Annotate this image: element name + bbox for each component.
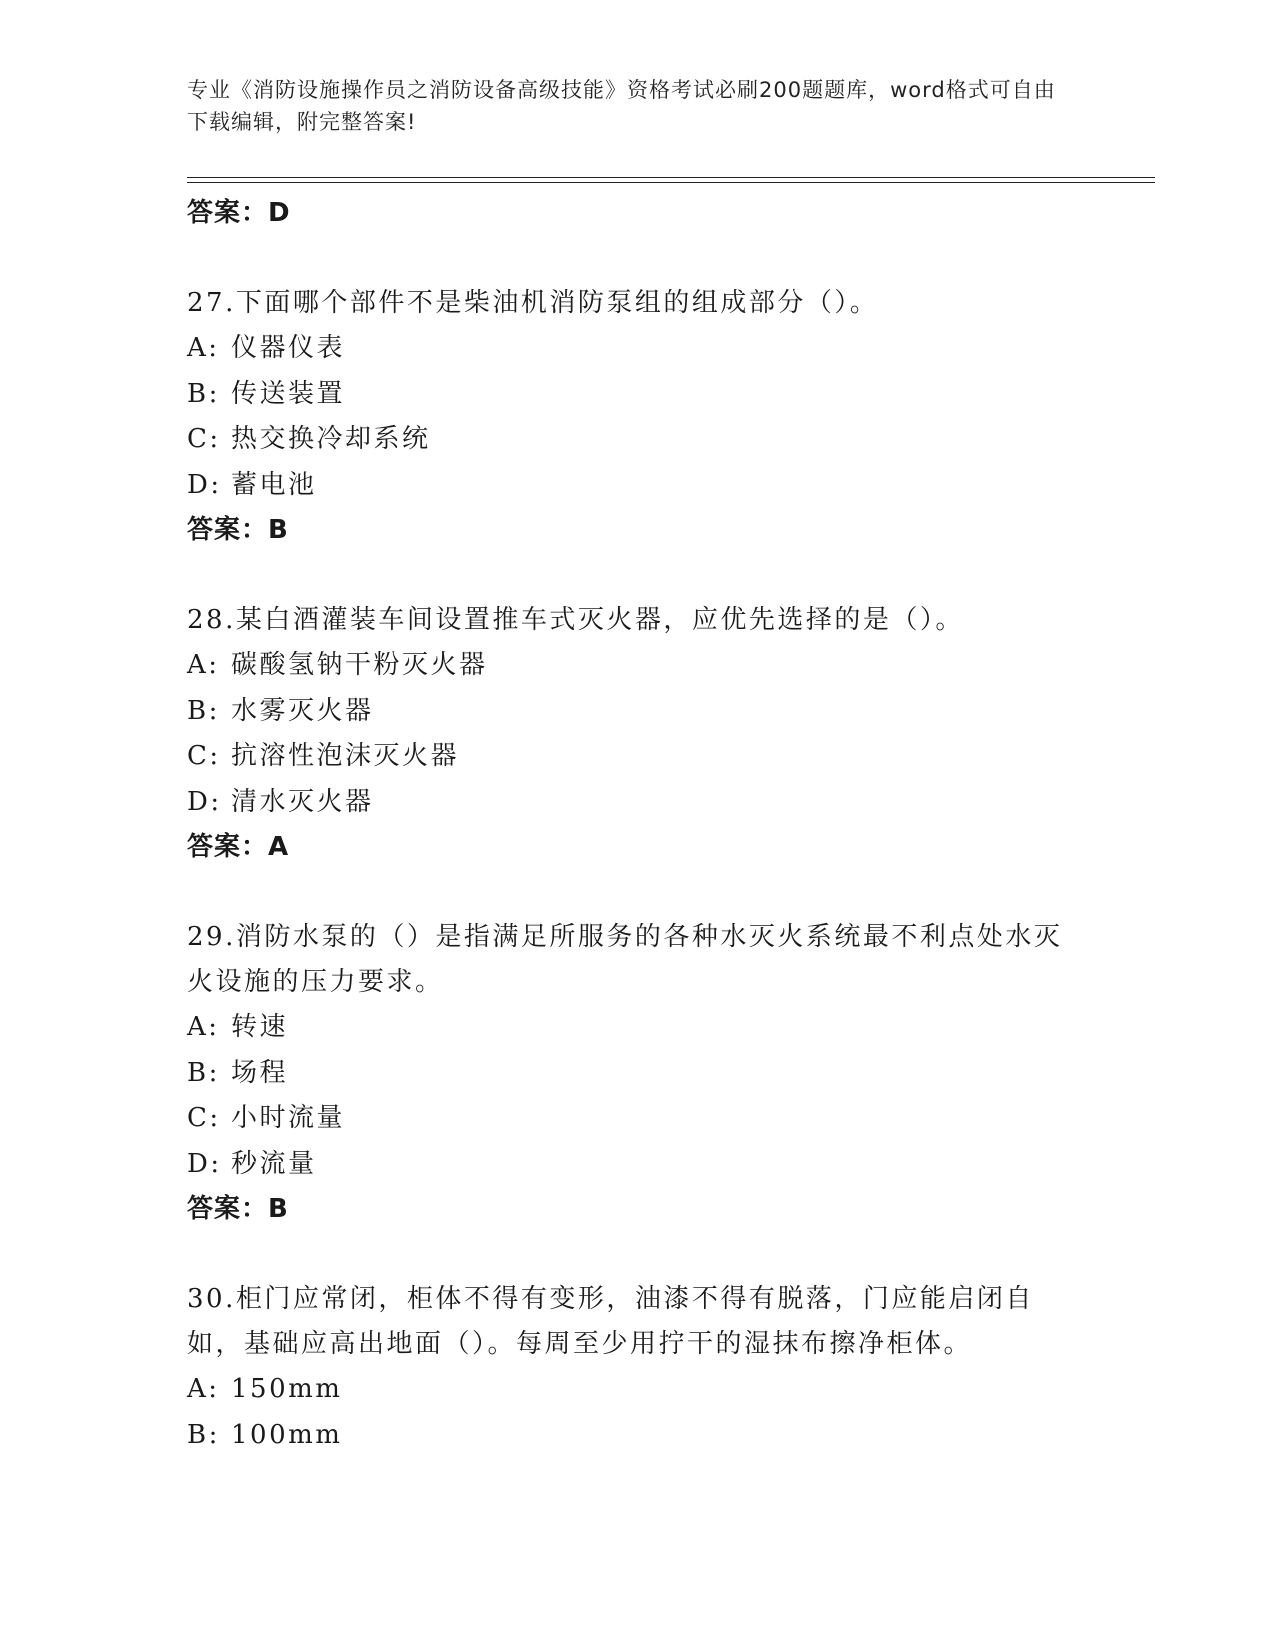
- answer-value: D: [268, 198, 291, 228]
- option-text: 仪器仪表: [231, 333, 346, 363]
- option-key: D:: [187, 469, 222, 500]
- option-text: 热交换冷却系统: [231, 424, 431, 454]
- option-text: 抗溶性泡沫灭火器: [231, 741, 460, 771]
- option-text: 100mm: [231, 1419, 343, 1450]
- option-key: D:: [187, 786, 222, 817]
- answer-option: [187, 689, 1087, 735]
- option-text: 传送装置: [231, 378, 346, 409]
- answer-value: A: [268, 832, 290, 862]
- previous-answer: [187, 191, 1087, 235]
- answer-label: 答案：: [187, 1194, 269, 1224]
- option-text: 秒流量: [231, 1148, 317, 1179]
- header-divider-bottom: [187, 182, 1155, 183]
- question-answer: [187, 508, 1087, 552]
- option-key: A:: [187, 333, 220, 363]
- option-text: 水雾灭火器: [231, 695, 374, 726]
- option-text: 150mm: [231, 1374, 343, 1404]
- option-key: C:: [187, 741, 221, 771]
- option-text: 蓄电池: [231, 469, 317, 500]
- question-block: [187, 915, 1087, 1231]
- answer-label: 答案：: [187, 832, 269, 862]
- answer-option: [187, 1051, 1087, 1097]
- answer-option: [187, 780, 1087, 826]
- question-list: [187, 191, 1087, 1458]
- question-stem: 29.消防水泵的（）是指满足所服务的各种水灭火系统最不利点处水灭火设施的压力要求。: [187, 922, 1063, 997]
- answer-option: [187, 1367, 1087, 1413]
- answer-option: [187, 326, 1087, 372]
- option-key: C:: [187, 1103, 221, 1133]
- answer-value: B: [268, 1194, 289, 1224]
- answer-option: [187, 734, 1087, 780]
- option-key: B:: [187, 378, 220, 409]
- option-text: 小时流量: [231, 1103, 346, 1133]
- answer-option: [187, 1413, 1087, 1459]
- question-block: [187, 1277, 1087, 1458]
- answer-option: [187, 463, 1087, 509]
- option-key: A:: [187, 1012, 220, 1042]
- option-key: A:: [187, 650, 220, 680]
- answer-option: [187, 372, 1087, 418]
- option-text: 碳酸氢钠干粉灭火器: [231, 650, 488, 680]
- answer-option: [187, 1005, 1087, 1051]
- option-key: B:: [187, 695, 220, 726]
- answer-option: [187, 643, 1087, 689]
- question-answer: [187, 1187, 1087, 1231]
- option-text: 转速: [231, 1012, 289, 1042]
- answer-option: [187, 1142, 1087, 1188]
- option-text: 场程: [231, 1057, 289, 1088]
- answer-value: B: [268, 515, 289, 545]
- option-key: B:: [187, 1057, 220, 1088]
- question-block: [187, 281, 1087, 552]
- answer-option: [187, 1096, 1087, 1142]
- option-key: A:: [187, 1374, 220, 1404]
- question-stem: 28.某白酒灌装车间设置推车式灭火器，应优先选择的是（）。: [187, 605, 964, 635]
- option-text: 清水灭火器: [231, 786, 374, 817]
- question-stem: 27.下面哪个部件不是柴油机消防泵组的组成部分（）。: [187, 288, 879, 318]
- answer-option: [187, 417, 1087, 463]
- option-key: B:: [187, 1419, 220, 1450]
- option-key: D:: [187, 1148, 222, 1179]
- answer-label: 答案：: [187, 515, 269, 545]
- question-block: [187, 598, 1087, 869]
- option-key: C:: [187, 424, 221, 454]
- page-header: 专业《消防设施操作员之消防设备高级技能》资格考试必刷200题题库，word格式可自由下载编辑，附完整答案!: [187, 78, 1056, 134]
- question-answer: [187, 825, 1087, 869]
- question-stem: 30.柜门应常闭，柜体不得有变形，油漆不得有脱落，门应能启闭自如，基础应高出地面（）。每周至少用拧干的湿抹布擦净柜体。: [187, 1284, 1034, 1359]
- answer-label: 答案：: [187, 198, 269, 228]
- header-divider-top: [187, 177, 1155, 178]
